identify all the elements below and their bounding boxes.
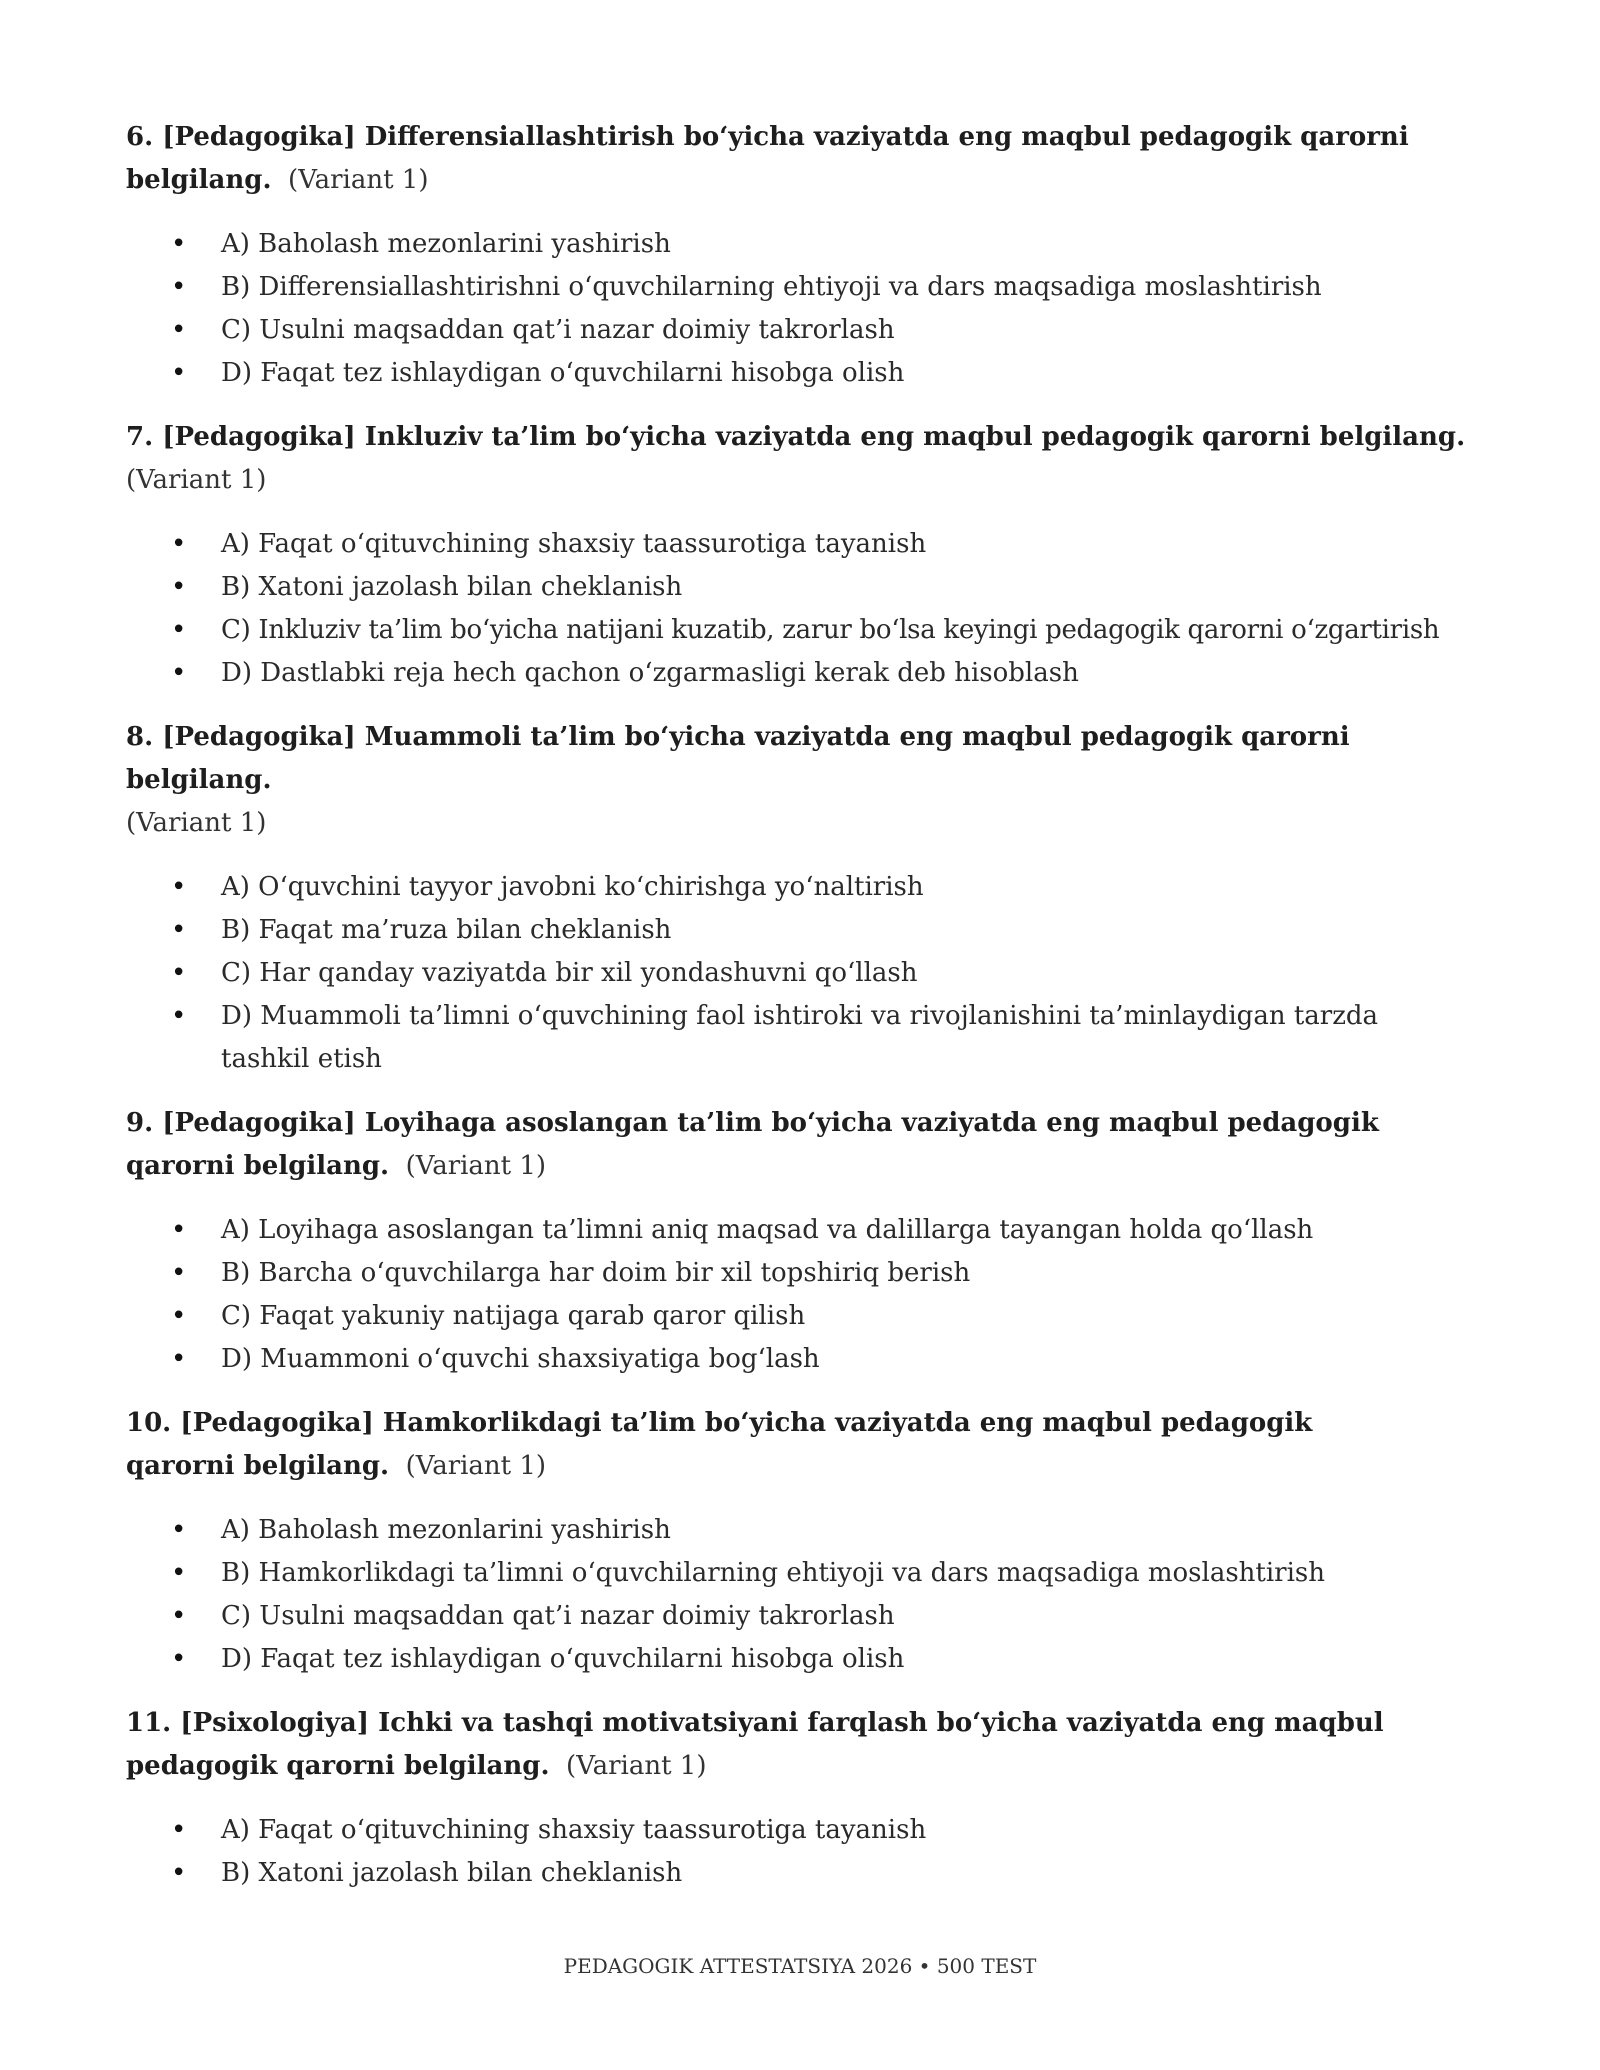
question-item — [126, 1402, 1466, 1681]
answer-options — [126, 523, 1466, 695]
option-text: B) Hamkorlikdagi ta’limni o‘quvchilarning ehtiyoji va dars maqsadiga moslashtirish — [221, 1558, 1326, 1588]
answer-options — [126, 866, 1466, 1081]
answer-option — [126, 1509, 1466, 1552]
option-text: D) Muammoli ta’limni o‘quvchining faol ishtiroki va rivojlanishini ta’minlaydigan tarzda tashkil etish — [221, 1001, 1379, 1074]
answer-options — [126, 223, 1466, 395]
answer-option — [126, 523, 1466, 566]
answer-option — [126, 1295, 1466, 1338]
question-title — [126, 1702, 1466, 1788]
answer-options — [126, 1509, 1466, 1681]
option-text: C) Usulni maqsaddan qat’i nazar doimiy takrorlash — [221, 315, 895, 345]
bullet-icon: • — [171, 1558, 187, 1588]
answer-options — [126, 1209, 1466, 1381]
option-text: D) Faqat tez ishlaydigan o‘quvchilarni hisobga olish — [221, 1644, 905, 1674]
question-title — [126, 1102, 1466, 1188]
answer-option — [126, 309, 1466, 352]
bullet-icon: • — [171, 1858, 187, 1888]
bullet-icon: • — [171, 615, 187, 645]
answer-option — [126, 652, 1466, 695]
answer-option — [126, 1552, 1466, 1595]
option-text: A) Faqat o‘qituvchining shaxsiy taassurotiga tayanish — [221, 1815, 927, 1845]
option-text: B) Xatoni jazolash bilan cheklanish — [221, 1858, 683, 1888]
option-text: B) Differensiallashtirishni o‘quvchilarning ehtiyoji va dars maqsadiga moslashtirish — [221, 272, 1322, 302]
bullet-icon: • — [171, 1001, 187, 1031]
option-text: C) Faqat yakuniy natijaga qarab qaror qilish — [221, 1301, 806, 1331]
answer-options — [126, 1809, 1466, 1895]
question-item — [126, 1702, 1466, 1895]
answer-option — [126, 866, 1466, 909]
option-text: A) Faqat o‘qituvchining shaxsiy taassurotiga tayanish — [221, 529, 927, 559]
question-text: 11. [Psixologiya] Ichki va tashqi motivatsiyani farqlash bo‘yicha vaziyatda eng maqbul pedagogik qarorni belgilang. — [126, 1708, 1384, 1781]
answer-option — [126, 1252, 1466, 1295]
question-item — [126, 416, 1466, 695]
bullet-icon: • — [171, 229, 187, 259]
answer-option — [126, 1338, 1466, 1381]
option-text: D) Faqat tez ishlaydigan o‘quvchilarni hisobga olish — [221, 358, 905, 388]
answer-option — [126, 1209, 1466, 1252]
question-list — [126, 116, 1466, 1916]
question-variant: (Variant 1) — [126, 465, 267, 495]
option-text: B) Xatoni jazolash bilan cheklanish — [221, 572, 683, 602]
question-text: 9. [Pedagogika] Loyihaga asoslangan ta’lim bo‘yicha vaziyatda eng maqbul pedagogik qarorni belgilang. — [126, 1108, 1379, 1181]
option-text: C) Usulni maqsaddan qat’i nazar doimiy takrorlash — [221, 1601, 895, 1631]
question-item — [126, 1102, 1466, 1381]
question-title — [126, 416, 1466, 502]
option-text: B) Barcha o‘quvchilarga har doim bir xil topshiriq berish — [221, 1258, 971, 1288]
option-text: D) Muammoni o‘quvchi shaxsiyatiga bog‘lash — [221, 1344, 820, 1374]
question-text: 8. [Pedagogika] Muammoli ta’lim bo‘yicha vaziyatda eng maqbul pedagogik qarorni belgilang. — [126, 722, 1350, 795]
question-variant: (Variant 1) — [566, 1751, 707, 1781]
option-text: C) Har qanday vaziyatda bir xil yondashuvni qo‘llash — [221, 958, 918, 988]
question-title — [126, 1402, 1466, 1488]
page-footer: PEDAGOGIK ATTESTATSIYA 2026 • 500 TEST — [563, 1954, 1037, 1978]
question-variant: (Variant 1) — [126, 808, 267, 838]
answer-option — [126, 1809, 1466, 1852]
answer-option — [126, 266, 1466, 309]
bullet-icon: • — [171, 1644, 187, 1674]
bullet-icon: • — [171, 1301, 187, 1331]
option-text: A) Loyihaga asoslangan ta’limni aniq maqsad va dalillarga tayangan holda qo‘llash — [221, 1215, 1314, 1245]
answer-option — [126, 609, 1466, 652]
question-variant: (Variant 1) — [405, 1151, 547, 1181]
bullet-icon: • — [171, 272, 187, 302]
bullet-icon: • — [171, 1515, 187, 1545]
bullet-icon: • — [171, 1815, 187, 1845]
bullet-icon: • — [171, 658, 187, 688]
bullet-icon: • — [171, 1215, 187, 1245]
question-title — [126, 116, 1466, 202]
option-text: C) Inkluziv ta’lim bo‘yicha natijani kuzatib, zarur bo‘lsa keyingi pedagogik qarorni o‘zgartirish — [221, 615, 1440, 645]
option-text: A) Baholash mezonlarini yashirish — [221, 1515, 671, 1545]
bullet-icon: • — [171, 915, 187, 945]
answer-option — [126, 566, 1466, 609]
answer-option — [126, 1595, 1466, 1638]
bullet-icon: • — [171, 958, 187, 988]
bullet-icon: • — [171, 315, 187, 345]
bullet-icon: • — [171, 1601, 187, 1631]
bullet-icon: • — [171, 1344, 187, 1374]
answer-option — [126, 1638, 1466, 1681]
option-text: D) Dastlabki reja hech qachon o‘zgarmasligi kerak deb hisoblash — [221, 658, 1079, 688]
bullet-icon: • — [171, 358, 187, 388]
option-text: B) Faqat ma’ruza bilan cheklanish — [221, 915, 672, 945]
question-item — [126, 716, 1466, 1081]
bullet-icon: • — [171, 529, 187, 559]
question-variant: (Variant 1) — [405, 1451, 547, 1481]
question-text: 6. [Pedagogika] Differensiallashtirish bo‘yicha vaziyatda eng maqbul pedagogik qarorni belgilang. — [126, 122, 1409, 195]
answer-option — [126, 995, 1466, 1081]
bullet-icon: • — [171, 1258, 187, 1288]
question-text: 10. [Pedagogika] Hamkorlikdagi ta’lim bo‘yicha vaziyatda eng maqbul pedagogik qarorni belgilang. — [126, 1408, 1313, 1481]
answer-option — [126, 223, 1466, 266]
answer-option — [126, 952, 1466, 995]
question-text: 7. [Pedagogika] Inkluziv ta’lim bo‘yicha vaziyatda eng maqbul pedagogik qarorni belgilang. — [126, 422, 1466, 452]
answer-option — [126, 352, 1466, 395]
option-text: A) O‘quvchini tayyor javobni ko‘chirishga yo‘naltirish — [221, 872, 924, 902]
question-variant: (Variant 1) — [288, 165, 429, 195]
answer-option — [126, 1852, 1466, 1895]
option-text: A) Baholash mezonlarini yashirish — [221, 229, 671, 259]
bullet-icon: • — [171, 572, 187, 602]
question-title — [126, 716, 1466, 845]
bullet-icon: • — [171, 872, 187, 902]
answer-option — [126, 909, 1466, 952]
question-item — [126, 116, 1466, 395]
